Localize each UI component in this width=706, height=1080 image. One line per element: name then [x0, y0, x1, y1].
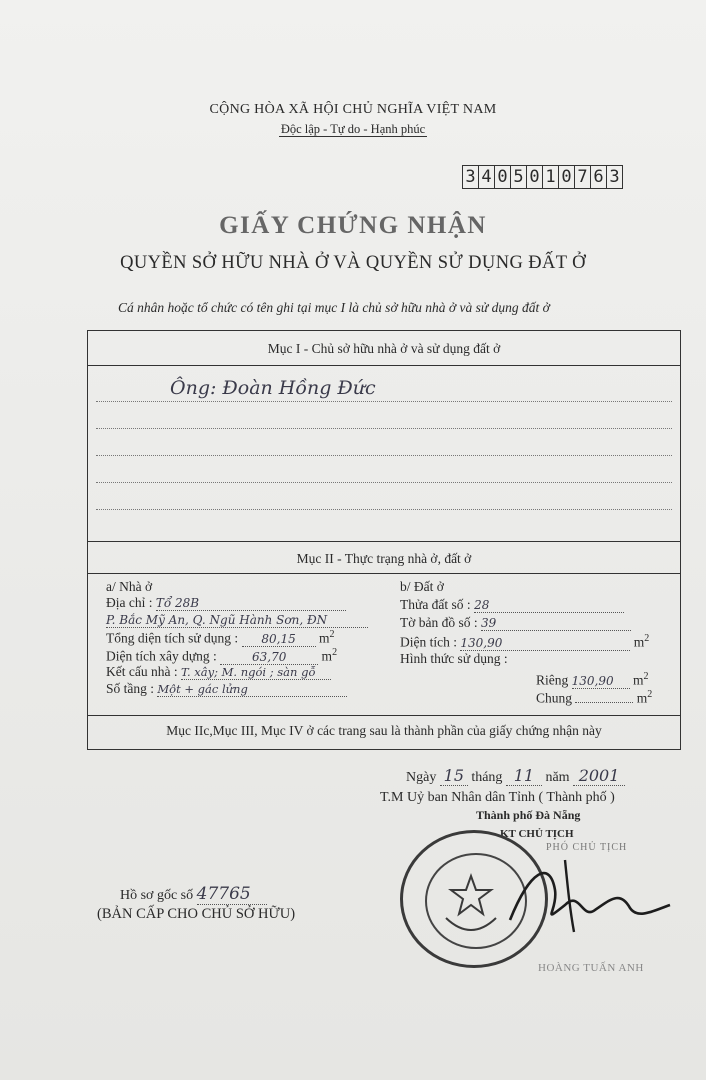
address-row: Địa chỉ : Tổ 28B — [106, 595, 346, 611]
usage-label: Hình thức sử dụng : — [400, 651, 508, 666]
authority-role: PHÓ CHỦ TỊCH — [546, 842, 628, 853]
dotted-line — [96, 509, 672, 510]
date-day: 15 — [440, 766, 468, 786]
floors-value: Một + gác lửng — [157, 682, 347, 697]
built-area-row: Diện tích xây dựng : 63,70 $m^2$ — [106, 647, 338, 664]
nation-header: CỘNG HÒA XÃ HỘI CHỦ NGHĨA VIỆT NAM — [209, 102, 497, 117]
date-month: 11 — [506, 766, 542, 786]
intro-text: Cá nhân hoặc tổ chức có tên ghi tại mục I là chủ sở hữu nhà ở và sử dụng đất ở — [118, 300, 550, 315]
signer-name: HOÀNG TUẤN ANH — [538, 962, 644, 974]
structure-value: T. xây; M. ngói ; sàn gỗ — [181, 665, 331, 680]
divider — [88, 365, 680, 366]
private-value: 130,90 — [572, 674, 630, 689]
address-line1: Tổ 28B — [156, 596, 346, 611]
authority-kt: KT CHỦ TỊCH — [500, 828, 574, 840]
serial-number: 3 4 0 5 0 1 0 7 6 3 — [462, 165, 623, 189]
record-number: 47765 — [197, 884, 267, 905]
dotted-line — [96, 482, 672, 483]
dotted-line — [96, 401, 672, 402]
floors-row: Số tầng : Một + gác lửng — [106, 681, 347, 697]
issue-date: Ngày 15 tháng 11 năm 2001 — [406, 766, 625, 786]
record-copy-note: (BẢN CẤP CHO CHỦ SỞ HỮU) — [97, 906, 296, 922]
footer-note: Mục IIc,Mục III, Mục IV ở các trang sau là thành phần của giấy chứng nhận này — [166, 723, 602, 738]
plot-row: Thửa đất số : 28 — [400, 597, 624, 613]
land-area-row: Diện tích : 130,90 $m^2$ — [400, 633, 650, 650]
owner-name: Ông: Đoàn Hồng Đức — [170, 377, 376, 399]
motto: Độc lập - Tự do - Hạnh phúc — [280, 122, 426, 136]
private-row: Riêng 130,90 $m^2$ — [536, 671, 649, 688]
signature — [470, 850, 680, 940]
document-subtitle: QUYỀN SỞ HỮU NHÀ Ở VÀ QUYỀN SỬ DỤNG ĐẤT Ở — [120, 253, 586, 273]
address-line2: P. Bắc Mỹ An, Q. Ngũ Hành Sơn, ĐN — [106, 613, 368, 628]
total-area-value: 80,15 — [242, 632, 316, 647]
dotted-line — [96, 428, 672, 429]
total-area-row: Tổng diện tích sử dụng : 80,15 $m^2$ — [106, 629, 335, 646]
shared-row: Chung $m^2$ — [536, 689, 653, 706]
land-area-value: 130,90 — [460, 636, 630, 651]
address-row-2 — [106, 612, 368, 628]
plot-value: 28 — [474, 598, 624, 613]
authority-city: Thành phố Đà Nẵng — [476, 808, 581, 822]
divider — [88, 541, 680, 542]
dotted-line — [96, 455, 672, 456]
map-row: Tờ bản đồ số : 39 — [400, 615, 631, 631]
section2-title: Mục II - Thực trạng nhà ở, đất ở — [296, 551, 472, 566]
structure-row: Kết cấu nhà : T. xây; M. ngói ; sàn gỗ — [106, 664, 331, 680]
record-row: Hồ sơ gốc số 47765 — [120, 884, 267, 905]
map-value: 39 — [481, 616, 631, 631]
date-year: 2001 — [573, 766, 625, 786]
section1-title: Mục I - Chủ sở hữu nhà ở và sử dụng đất ở — [267, 341, 501, 356]
house-heading: a/ Nhà ở — [106, 579, 153, 594]
main-frame — [87, 330, 681, 750]
authority-line: T.M Uỷ ban Nhân dân Tỉnh ( Thành phố ) — [380, 790, 615, 805]
divider — [88, 715, 680, 716]
land-heading: b/ Đất ở — [400, 579, 444, 594]
document-title: GIẤY CHỨNG NHẬN — [219, 212, 487, 239]
divider — [88, 573, 680, 574]
built-area-value: 63,70 — [220, 650, 318, 665]
